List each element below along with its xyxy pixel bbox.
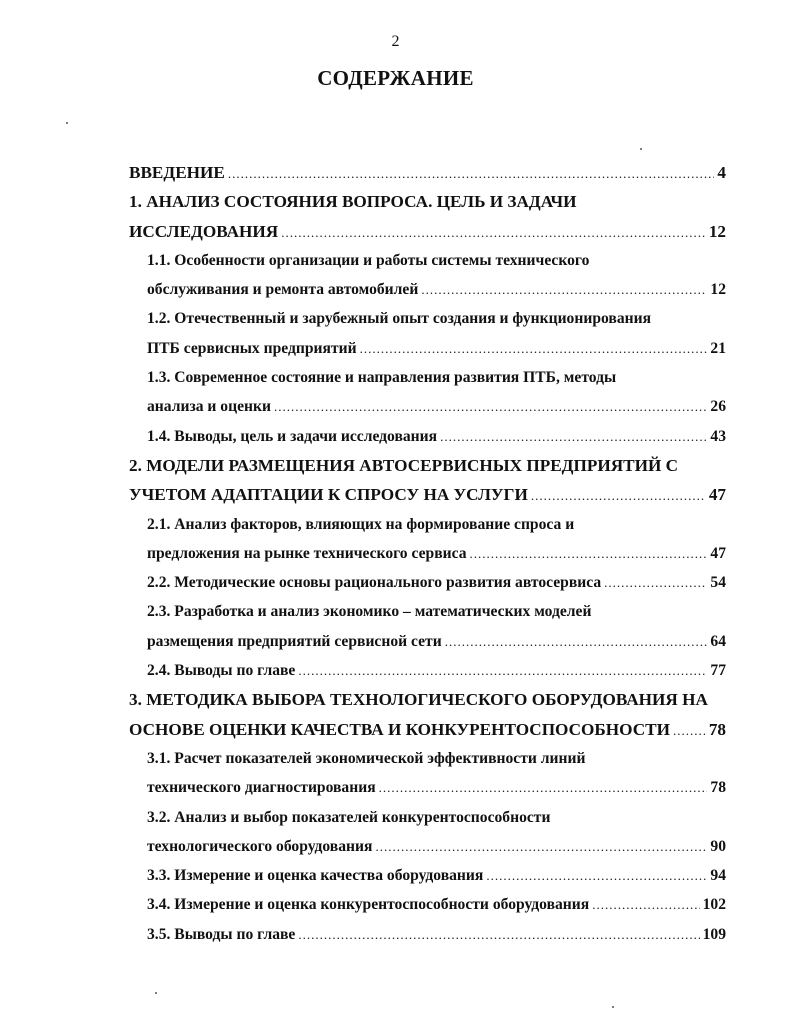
- toc-page-number: 78: [708, 719, 726, 739]
- toc-page-number: 90: [710, 837, 726, 855]
- toc-entry-text: 3.2. Анализ и выбор показателей конкурентоспособности: [147, 808, 551, 826]
- toc-entry-line: [129, 363, 726, 392]
- toc-entry-text: 1.1. Особенности организации и работы системы технического: [147, 251, 590, 269]
- toc-entry-text: 2.2. Методические основы рационального развития автосервиса: [147, 574, 602, 592]
- toc-leader-dots: [379, 773, 708, 802]
- toc-page-number: 47: [710, 544, 726, 562]
- toc-entry: [129, 890, 726, 919]
- toc-page-number: 54: [710, 574, 726, 592]
- toc-entry-line: [129, 744, 726, 773]
- toc-entry-text: ОСНОВЕ ОЦЕНКИ КАЧЕСТВА И КОНКУРЕНТОСПОСОБНОСТИ: [129, 719, 670, 739]
- toc-entry-line: [129, 597, 726, 626]
- toc-entry: [129, 832, 726, 861]
- toc-leader-dots: [440, 422, 707, 451]
- toc-entry-text: 3. МЕТОДИКА ВЫБОРА ТЕХНОЛОГИЧЕСКОГО ОБОРУДОВАНИЯ НА: [129, 690, 708, 710]
- toc-entry-text: размещения предприятий сервисной сети: [147, 632, 442, 650]
- scan-speck: [66, 122, 68, 124]
- toc-leader-dots: [298, 920, 699, 949]
- toc-entry-line: [129, 451, 726, 480]
- toc-leader-dots: [360, 334, 708, 363]
- toc-page-number: 21: [710, 339, 726, 357]
- toc-entry-text: технического диагностирования: [147, 779, 376, 797]
- toc-page-number: 102: [702, 896, 726, 914]
- page-number: 2: [391, 33, 400, 50]
- toc-entry-text: 1.2. Отечественный и зарубежный опыт создания и функционирования: [147, 310, 652, 328]
- toc-leader-dots: [421, 275, 707, 304]
- scan-speck: [612, 1006, 614, 1008]
- toc-page-number: 26: [710, 398, 726, 416]
- toc-entry: [129, 217, 726, 246]
- toc-entry-text: 1.3. Современное состояние и направления развития ПТБ, методы: [147, 369, 617, 387]
- toc-entry-line: [129, 304, 726, 333]
- toc-entry: [129, 568, 726, 597]
- toc-entry: [129, 158, 726, 187]
- toc-entry: [129, 920, 726, 949]
- scan-speck: [155, 992, 157, 994]
- toc-entry-line: [129, 685, 726, 714]
- toc-entry-text: 2. МОДЕЛИ РАЗМЕЩЕНИЯ АВТОСЕРВИСНЫХ ПРЕДПРИЯТИЙ С: [129, 455, 679, 475]
- toc-leader-dots: [298, 656, 707, 685]
- toc-leader-dots: [281, 218, 706, 247]
- toc-entry: [129, 773, 726, 802]
- toc-entry-text: 3.1. Расчет показателей экономической эффективности линий: [147, 749, 586, 767]
- toc-entry: [129, 275, 726, 304]
- toc-entry-text: ИССЛЕДОВАНИЯ: [129, 221, 279, 241]
- toc-page-number: 78: [710, 779, 726, 797]
- scan-speck: [640, 148, 642, 150]
- toc-page-number: 109: [702, 925, 726, 943]
- toc-page-number: 43: [710, 427, 726, 445]
- toc-leader-dots: [673, 716, 706, 745]
- toc-leader-dots: [604, 568, 707, 597]
- toc-entry-text: ПТБ сервисных предприятий: [147, 339, 357, 357]
- toc-entry-text: предложения на рынке технического сервиса: [147, 544, 467, 562]
- toc-entry-text: обслуживания и ремонта автомобилей: [147, 281, 419, 299]
- toc-entry: [129, 392, 726, 421]
- toc-page-number: 77: [710, 662, 726, 680]
- toc-entry-text: 3.4. Измерение и оценка конкурентоспособности оборудования: [147, 896, 590, 914]
- toc-entry-text: 2.1. Анализ факторов, влияющих на формирование спроса и: [147, 515, 575, 533]
- toc-leader-dots: [445, 627, 708, 656]
- toc-entry: [129, 627, 726, 656]
- table-of-contents: [129, 158, 726, 949]
- toc-leader-dots: [274, 392, 707, 421]
- toc-entry-text: УЧЕТОМ АДАПТАЦИИ К СПРОСУ НА УСЛУГИ: [129, 485, 528, 505]
- toc-entry-line: [129, 803, 726, 832]
- toc-entry-text: 1.4. Выводы, цель и задачи исследования: [147, 427, 438, 445]
- toc-entry-text: 3.5. Выводы по главе: [147, 925, 296, 943]
- toc-page-number: 47: [708, 485, 726, 505]
- toc-entry-line: [129, 187, 726, 216]
- toc-leader-dots: [592, 890, 699, 919]
- toc-entry-text: анализа и оценки: [147, 398, 271, 416]
- toc-entry-line: [129, 510, 726, 539]
- toc-entry-text: 2.3. Разработка и анализ экономико – математических моделей: [147, 603, 592, 621]
- toc-entry: [129, 334, 726, 363]
- toc-leader-dots: [470, 539, 708, 568]
- toc-leader-dots: [228, 159, 715, 188]
- toc-entry-text: 2.4. Выводы по главе: [147, 662, 296, 680]
- toc-leader-dots: [486, 861, 707, 890]
- toc-page-number: 12: [710, 281, 726, 299]
- toc-page-number: 64: [710, 632, 726, 650]
- toc-entry-text: ВВЕДЕНИЕ: [129, 163, 225, 182]
- toc-entry-text: 3.3. Измерение и оценка качества оборудования: [147, 867, 484, 885]
- toc-page-number: 12: [708, 221, 726, 241]
- toc-entry-line: [129, 246, 726, 275]
- toc-entry-text: технологического оборудования: [147, 837, 373, 855]
- toc-entry: [129, 539, 726, 568]
- toc-entry: [129, 480, 726, 509]
- toc-entry: [129, 422, 726, 451]
- toc-page-number: 94: [710, 867, 726, 885]
- toc-page-number: 4: [717, 163, 726, 182]
- toc-entry: [129, 656, 726, 685]
- toc-leader-dots: [375, 832, 707, 861]
- toc-leader-dots: [531, 481, 706, 510]
- toc-entry: [129, 715, 726, 744]
- toc-entry-text: 1. АНАЛИЗ СОСТОЯНИЯ ВОПРОСА. ЦЕЛЬ И ЗАДАЧИ: [129, 192, 577, 212]
- page-title: СОДЕРЖАНИЕ: [317, 66, 474, 90]
- toc-entry: [129, 861, 726, 890]
